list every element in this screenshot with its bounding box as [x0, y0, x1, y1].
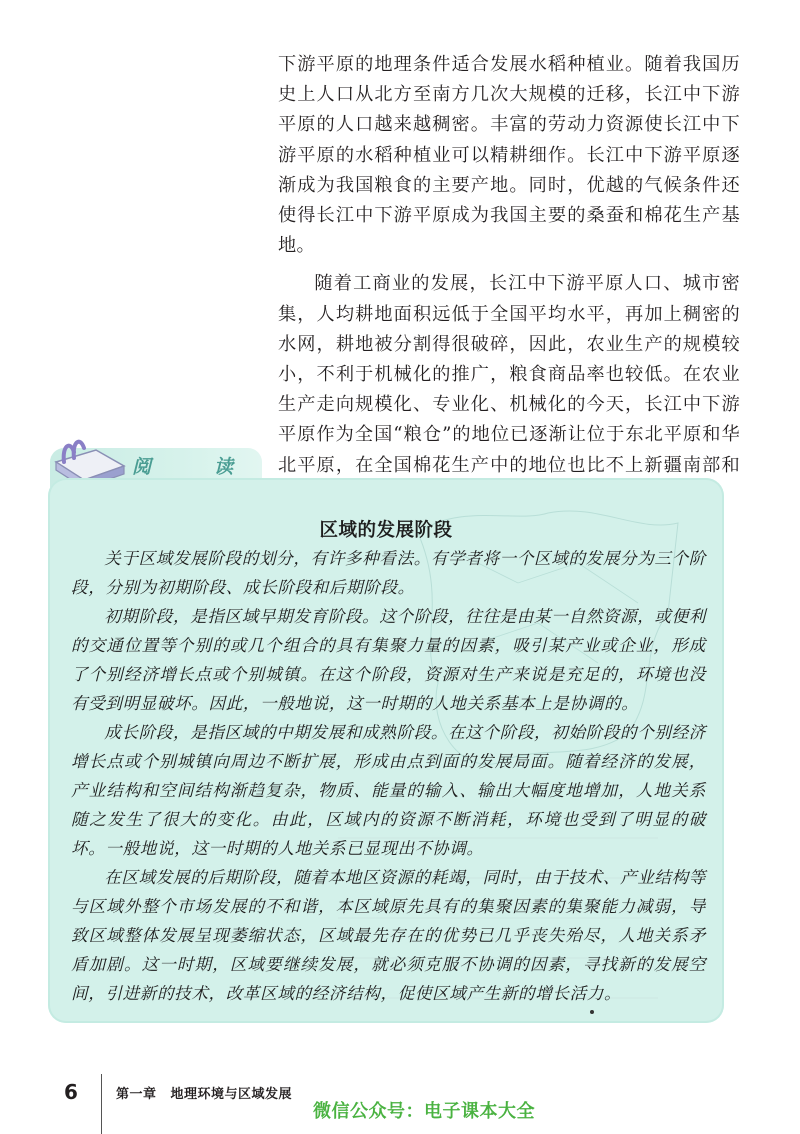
reading-paragraph: 初期阶段，是指区域早期发育阶段。这个阶段，往往是由某一自然资源，或便利的交通位置等个别的或几个组合的具有集聚力量的因素，吸引某产业或企业，形成了个别经济增长点或个别城镇。在这个阶段，资源对生产来说是充足的，环境也没有受到明显破坏。因此，一般地说，这一时期的人地关系基本上是协调的。: [71, 607, 706, 713]
reading-box: [48, 478, 724, 1023]
reading-paragraph: 在区域发展的后期阶段，随着本地区资源的耗竭，同时，由于技术、产业结构等与区域外整个市场发展的不和谐，本区域原先具有的集聚因素的集聚能力减弱，导致区域整体发展呈现萎缩状态，区域最先存在的优势已几乎丧失殆尽，人地关系矛盾加剧。这一时期，区域要继续发展，就必须克服不协调的因素，寻找新的发展空间，引进新的技术，改革区域的经济结构，促使区域产生新的增长活力。: [71, 868, 706, 1003]
footer-divider: [101, 1074, 102, 1134]
reading-title: 区域的发展阶段: [319, 520, 453, 541]
chapter-header: [116, 1083, 306, 1102]
reading-label: 阅 读: [132, 456, 256, 478]
watermark-text: 微信公众号：电子课本大全: [313, 1101, 535, 1122]
reading-paragraph: 关于区域发展阶段的划分，有许多种看法。有学者将一个区域的发展分为三个阶段，分别为初期阶段、成长阶段和后期阶段。: [71, 549, 706, 597]
dot-mark: [590, 1010, 594, 1014]
main-paragraph: 随着工商业的发展，长江中下游平原人口、城市密集，人均耕地面积远低于全国平均水平，再加上稠密的水网，耕地被分割得很破碎，因此，农业生产的规模较小，不利于机械化的推广，粮食商品率也较低。在农业生产走向规模化、专业化、机械化的今天，长江中下游平原作为全国“粮仓”的地位已逐渐让位于东北平原和华北平原，在全国棉花生产中的地位也比不上新疆南部和: [278, 273, 740, 476]
reading-paragraph: 成长阶段，是指区域的中期发展和成熟阶段。在这个阶段，初始阶段的个别经济增长点或个别城镇向周边不断扩展，形成由点到面的发展局面。随着经济的发展，产业结构和空间结构渐趋复杂，物质、能量的输入、输出大幅度地增加，人地关系随之发生了很大的变化。由此，区域内的资源不断消耗，环境也受到了明显的破坏。一般地说，这一时期的人地关系已显现出不协调。: [71, 723, 706, 858]
reading-text: [71, 544, 706, 1008]
main-paragraph: 下游平原的地理条件适合发展水稻种植业。随着我国历史上人口从北方至南方几次大规模的迁移，长江中下游平原的人口越来越稠密。丰富的劳动力资源使长江中下游平原的水稻种植业可以精耕细作。长江中下游平原逐渐成为我国粮食的主要产地。同时，优越的气候条件还使得长江中下游平原成为我国主要的桑蚕和棉花生产基地。: [278, 54, 740, 257]
chapter-title: 地理环境与区域发展: [170, 1087, 293, 1102]
chapter-number: 第一章: [116, 1087, 157, 1102]
main-text: [278, 50, 740, 511]
page-number: 6: [64, 1080, 78, 1104]
